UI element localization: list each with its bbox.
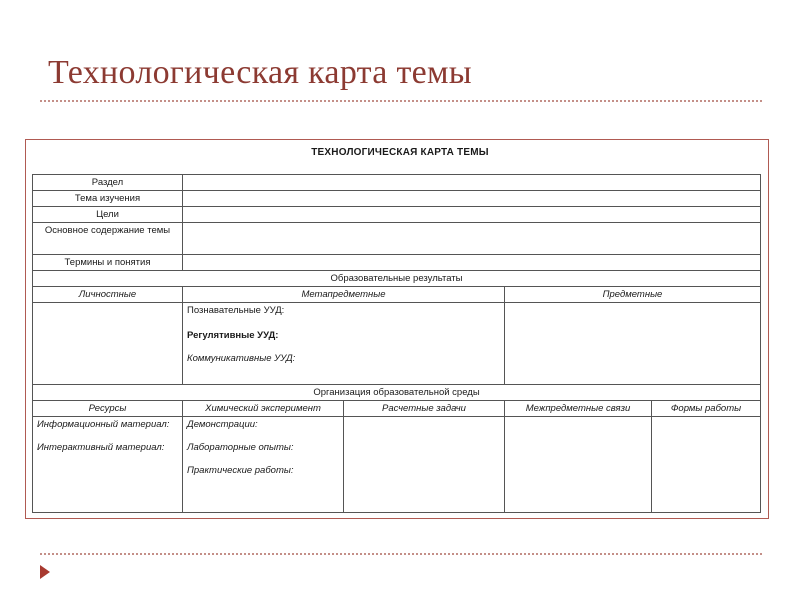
label-terms: Термины и понятия [33,255,183,271]
col-personal: Личностные [33,287,183,303]
row-section [33,175,761,191]
value-subject[interactable] [505,303,761,385]
bottom-divider [40,553,762,555]
top-divider [40,100,762,102]
value-resources[interactable] [33,417,183,513]
row-results-columns [33,287,761,303]
meta-cognitive: Познавательные УУД: [187,305,285,316]
meta-communicative: Коммуникативные УУД: [187,353,296,364]
value-topic[interactable] [183,191,761,207]
col-links: Межпредметные связи [505,401,652,417]
value-goals[interactable] [183,207,761,223]
row-topic [33,191,761,207]
next-slide-arrow-icon[interactable] [40,565,50,579]
col-tasks: Расчетные задачи [344,401,505,417]
value-content[interactable] [183,223,761,255]
col-subject: Предметные [505,287,761,303]
experiment-demo: Демонстрации: [187,419,258,430]
label-content: Основное содержание темы [33,223,183,255]
technology-map-table [32,174,761,513]
col-forms: Формы работы [652,401,761,417]
label-section: Раздел [33,175,183,191]
resources-info: Информационный материал: [37,419,170,430]
row-terms [33,255,761,271]
col-experiment: Химический эксперимент [183,401,344,417]
value-links[interactable] [505,417,652,513]
value-experiment[interactable] [183,417,344,513]
value-tasks[interactable] [344,417,505,513]
meta-regulatory: Регулятивные УУД: [187,330,279,341]
slide-title: Технологическая карта темы [48,54,472,91]
row-environment-body [33,417,761,513]
row-environment-columns [33,401,761,417]
environment-header: Организация образовательной среды [33,385,761,401]
row-results-body [33,303,761,385]
experiment-practical: Практические работы: [187,465,294,476]
value-terms[interactable] [183,255,761,271]
resources-interactive: Интерактивный материал: [37,442,165,453]
row-goals [33,207,761,223]
value-meta[interactable] [183,303,505,385]
col-meta: Метапредметные [183,287,505,303]
row-content [33,223,761,255]
value-forms[interactable] [652,417,761,513]
value-personal[interactable] [33,303,183,385]
value-section[interactable] [183,175,761,191]
experiment-lab: Лабораторные опыты: [187,442,294,453]
row-results-header [33,271,761,287]
label-goals: Цели [33,207,183,223]
label-topic: Тема изучения [33,191,183,207]
row-environment-header [33,385,761,401]
col-resources: Ресурсы [33,401,183,417]
results-header: Образовательные результаты [33,271,761,287]
document-heading: ТЕХНОЛОГИЧЕСКАЯ КАРТА ТЕМЫ [311,147,489,158]
